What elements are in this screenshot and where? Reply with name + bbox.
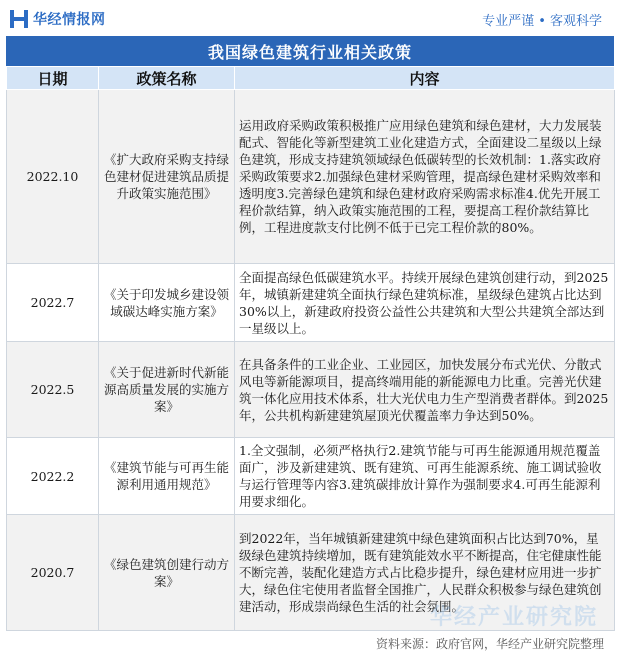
row-date: 2022.7: [7, 264, 99, 342]
row-content: 全面提高绿色低碳建筑水平。持续开展绿色建筑创建行动，到2025年，城镇新建建筑全面执行绿色建筑标准，星级绿色建筑占比达到30%以上，新建政府投资公益性公共建筑和大型公共建筑全部达到一星级以上。: [235, 264, 615, 342]
logo-icon: [10, 10, 28, 28]
row-policy-name: 《建筑节能与可再生能源利用通用规范》: [99, 438, 235, 515]
row-content: 运用政府采购政策积极推广应用绿色建筑和绿色建材，大力发展装配式、智能化等新型建筑工业化建造方式，全面建设二星级以上绿色建筑，形成支持建筑领域绿色低碳转型的长效机制：1.落实政府采购政策要求2.加强绿色建材采购管理，提高绿色建材采购效率和透明度3.完善绿色建筑和绿色建材政府采购需求标准4.优先开展工程价款结算，纳入政策实施范围的工程，要提高工程价款结算比例，工程进度款支付比例不低于已完工程价款的80%。: [235, 90, 615, 264]
row-date: 2020.7: [7, 515, 99, 631]
table-header-row: [7, 67, 615, 90]
table-title: 我国绿色建筑行业相关政策: [6, 36, 614, 66]
header-policy-name: 政策名称: [99, 67, 235, 90]
row-policy-name: 《绿色建筑创建行动方案》: [99, 515, 235, 631]
brand-slogan: 专业严谨 • 客观科学: [482, 14, 602, 29]
table-row: [7, 264, 615, 342]
table-row: [7, 342, 615, 438]
row-date: 2022.2: [7, 438, 99, 515]
row-content: 在具备条件的工业企业、工业园区，加快发展分布式光伏、分散式风电等新能源项目，提高终端用能的新能源电力比重。完善光伏建筑一体化应用技术体系，壮大光伏电力生产型消费者群体。到2025年，公共机构新建建筑屋顶光伏覆盖率力争达到50%。: [235, 342, 615, 438]
row-policy-name: 《关于促进新时代新能源高质量发展的实施方案》: [99, 342, 235, 438]
header-content: 内容: [235, 67, 615, 90]
row-date: 2022.10: [7, 90, 99, 264]
header-date: 日期: [7, 67, 99, 90]
policy-table: [6, 66, 615, 631]
brand-name: 华经情报网: [33, 12, 106, 28]
brand-logo: [10, 9, 106, 29]
table-row: [7, 438, 615, 515]
row-policy-name: 《关于印发城乡建设领域碳达峰实施方案》: [99, 264, 235, 342]
row-policy-name: 《扩大政府采购支持绿色建材促进建筑品质提升政策实施范围》: [99, 90, 235, 264]
row-content: 1.全文强制，必须严格执行2.建筑节能与可再生能源通用规范覆盖面广，涉及新建建筑、既有建筑、可再生能源系统、施工调试验收与运行管理等内容3.建筑碳排放计算作为强制要求4.可再生能源利用要求细化。: [235, 438, 615, 515]
top-bar: [0, 0, 620, 36]
source-note: 资料来源：政府官网，华经产业研究院整理: [375, 637, 604, 651]
row-date: 2022.5: [7, 342, 99, 438]
watermark-text: 华经产业研究院: [430, 605, 599, 630]
row-content: 到2022年，当年城镇新建建筑中绿色建筑面积占比达到70%，星级绿色建筑持续增加，既有建筑能效水平不断提高，住宅健康性能不断完善，装配化建造方式占比稳步提升，绿色建材应用进一步扩大，绿色住宅使用者监督全国推广，人民群众积极参与绿色建筑创建活动，形成崇尚绿色生活的社会氛围。: [235, 515, 615, 631]
table-row: [7, 90, 615, 264]
